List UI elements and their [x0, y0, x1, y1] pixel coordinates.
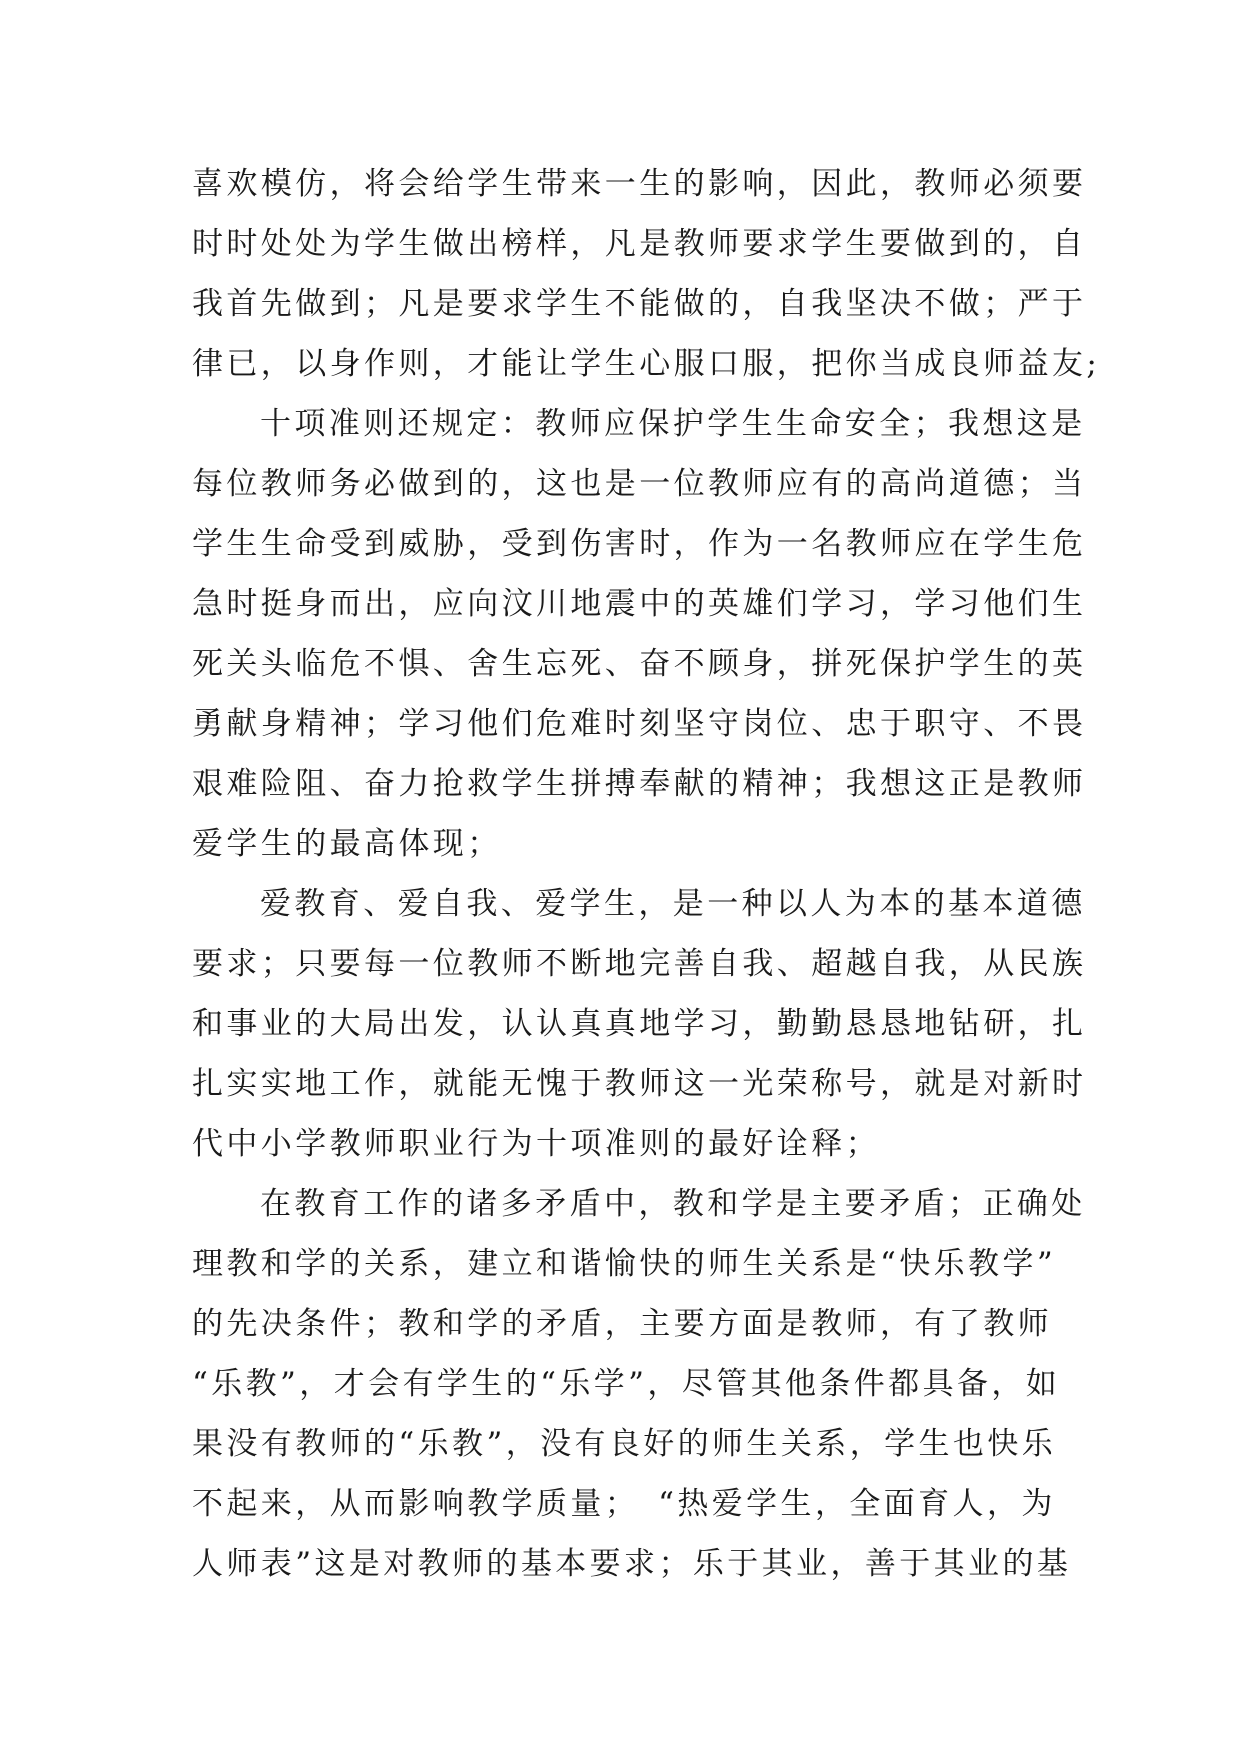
- text-line: 在教育工作的诸多矛盾中，教和学是主要矛盾；正确处: [260, 1186, 1086, 1222]
- text-line: 爱教育、爱自我、爱学生，是一种以人为本的基本道德: [260, 886, 1086, 922]
- text-line: 时时处处为学生做出榜样，凡是教师要求学生要做到的，自: [192, 226, 1087, 262]
- text-line: 死关头临危不惧、舍生忘死、奋不顾身，拼死保护学生的英: [192, 646, 1087, 682]
- text-line: 艰难险阻、奋力抢救学生拼搏奉献的精神；我想这正是教师: [192, 766, 1087, 802]
- text-line: “乐教”，才会有学生的“乐学”，尽管其他条件都具备，如: [192, 1366, 1061, 1402]
- text-line: 理教和学的关系，建立和谐愉快的师生关系是“快乐教学”: [192, 1246, 1057, 1282]
- text-line: 每位教师务必做到的，这也是一位教师应有的高尚道德；当: [192, 466, 1087, 502]
- body-text: [192, 154, 1101, 1594]
- text-line: 代中小学教师职业行为十项准则的最好诠释；: [192, 1126, 880, 1162]
- text-line: 喜欢模仿，将会给学生带来一生的影响，因此，教师必须要: [192, 166, 1087, 202]
- text-line: 勇献身精神；学习他们危难时刻坚守岗位、忠于职守、不畏: [192, 706, 1087, 742]
- text-line: 人师表”这是对教师的基本要求；乐于其业，善于其业的基: [192, 1546, 1072, 1582]
- text-line: 果没有教师的“乐教”，没有良好的师生关系，学生也快乐: [192, 1426, 1057, 1462]
- text-line: 和事业的大局出发，认认真真地学习，勤勤恳恳地钻研，扎: [192, 1006, 1087, 1042]
- text-line: 急时挺身而出，应向汶川地震中的英雄们学习，学习他们生: [192, 586, 1087, 622]
- text-line: 扎实实地工作，就能无愧于教师这一光荣称号，就是对新时: [192, 1066, 1087, 1102]
- text-line: 不起来，从而影响教学质量； “热爱学生，全面育人，为: [192, 1486, 1056, 1522]
- text-line: 学生生命受到威胁，受到伤害时，作为一名教师应在学生危: [192, 526, 1087, 562]
- text-line: 的先决条件；教和学的矛盾，主要方面是教师，有了教师: [192, 1306, 1052, 1342]
- text-line: 律已，以身作则，才能让学生心服口服，把你当成良师益友;: [192, 346, 1101, 382]
- text-line: 我首先做到；凡是要求学生不能做的，自我坚决不做；严于: [192, 286, 1087, 322]
- text-line: 要求；只要每一位教师不断地完善自我、超越自我，从民族: [192, 946, 1087, 982]
- text-line: 十项准则还规定：教师应保护学生生命安全；我想这是: [260, 406, 1086, 442]
- text-line: 爱学生的最高体现；: [192, 826, 502, 862]
